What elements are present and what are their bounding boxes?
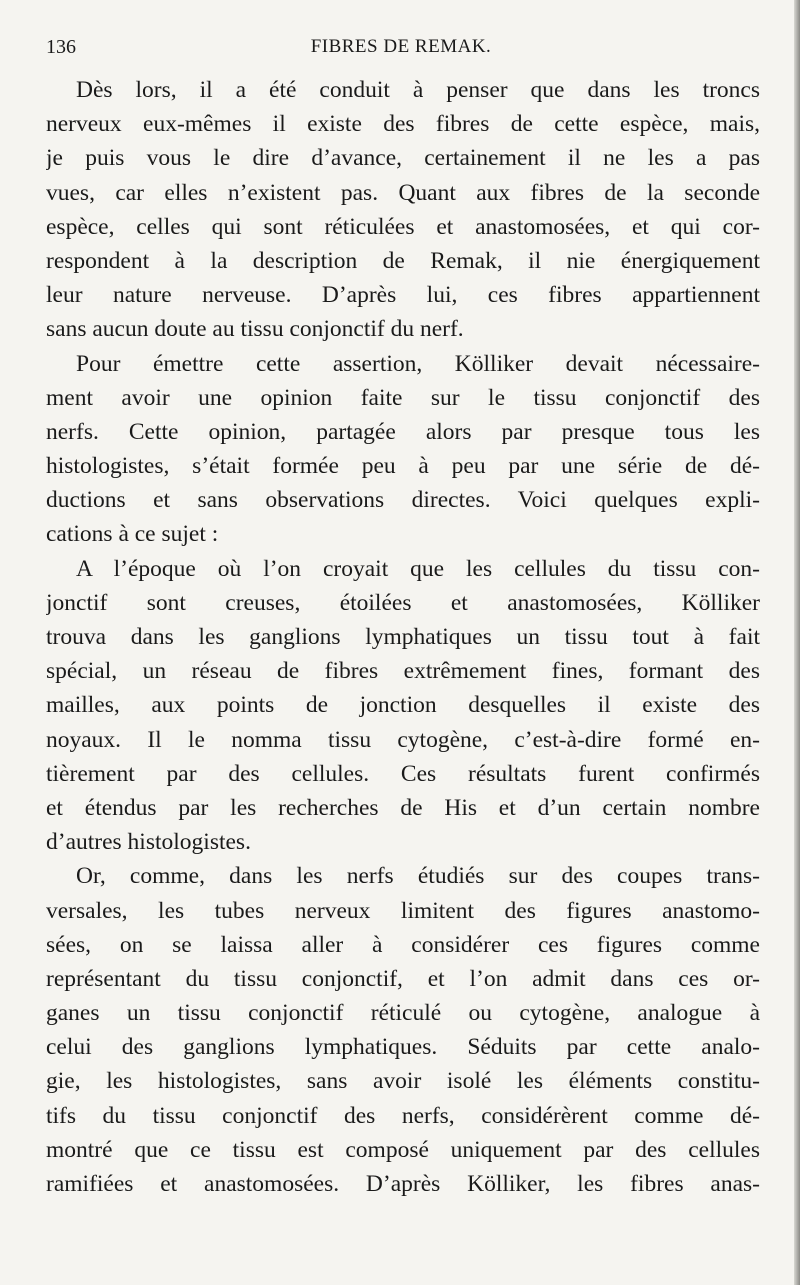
text-line: et étendus par les recherches de His et d’un certain nombre — [46, 794, 760, 821]
text-line: ductions et sans observations directes. Voici quelques expli- — [46, 487, 760, 514]
text-line: tifs du tissu conjonctif des nerfs, considérèrent comme dé- — [46, 1102, 760, 1129]
text-line: représentant du tissu conjonctif, et l’on admit dans ces or- — [46, 965, 760, 992]
text-line: gie, les histologistes, sans avoir isolé les éléments constitu- — [46, 1068, 760, 1095]
text-line: nerveux eux-mêmes il existe des fibres de cette espèce, mais, — [46, 111, 760, 138]
text-line: spécial, un réseau de fibres extrêmement fines, formant des — [46, 658, 760, 685]
text-line: ment avoir une opinion faite sur le tissu conjonctif des — [46, 384, 760, 411]
text-line: espèce, celles qui sont réticulées et anastomosées, et qui cor- — [46, 213, 760, 240]
text-line: vues, car elles n’existent pas. Quant aux fibres de la seconde — [46, 179, 760, 206]
text-line: jonctif sont creuses, étoilées et anastomosées, Kölliker — [46, 589, 760, 616]
text-line: celui des ganglions lymphatiques. Séduits par cette analo- — [46, 1034, 760, 1061]
text-line: sées, on se laissa aller à considérer ces figures comme — [46, 931, 760, 958]
text-line: sans aucun doute au tissu conjonctif du nerf. — [46, 316, 464, 343]
text-line: noyaux. Il le nomma tissu cytogène, c’est-à-dire formé en- — [46, 726, 760, 753]
text-line: Dès lors, il a été conduit à penser que dans les troncs — [76, 77, 760, 103]
text-line: respondent à la description de Remak, il nie énergiquement — [46, 247, 760, 274]
page-number: 136 — [46, 36, 76, 58]
text-line: versales, les tubes nerveux limitent des figures anastomo- — [46, 897, 760, 924]
text-line: ramifiées et anastomosées. D’après Kölliker, les fibres anas- — [46, 1171, 760, 1197]
text-line: A l’époque où l’on croyait que les cellules du tissu con- — [76, 555, 760, 582]
text-line: nerfs. Cette opinion, partagée alors par presque tous les — [46, 418, 760, 445]
text-line: tièrement par des cellules. Ces résultats furent confirmés — [46, 760, 760, 787]
text-line: leur nature nerveuse. D’après lui, ces fibres appartiennent — [46, 282, 760, 309]
text-line: montré que ce tissu est composé uniquement par des cellules — [46, 1136, 760, 1163]
page-edge-shadow — [794, 0, 800, 1285]
text-line: cations à ce sujet : — [46, 521, 219, 548]
body-text — [46, 73, 760, 1201]
text-line: trouva dans les ganglions lymphatiques un tissu tout à fait — [46, 624, 760, 650]
page-header — [46, 36, 756, 64]
text-line: d’autres histologistes. — [46, 829, 251, 856]
text-line: histologistes, s’était formée peu à peu par une série de dé- — [46, 453, 760, 480]
text-line: Pour émettre cette assertion, Kölliker devait nécessaire- — [76, 350, 760, 377]
text-line: mailles, aux points de jonction desquelles il existe des — [46, 692, 760, 719]
text-line: Or, comme, dans les nerfs étudiés sur des coupes trans- — [76, 863, 760, 890]
text-line: ganes un tissu conjonctif réticulé ou cytogène, analogue à — [46, 1000, 760, 1027]
running-head: FIBRES DE REMAK. — [310, 36, 492, 57]
text-line: je puis vous le dire d’avance, certainement il ne les a pas — [46, 145, 760, 172]
